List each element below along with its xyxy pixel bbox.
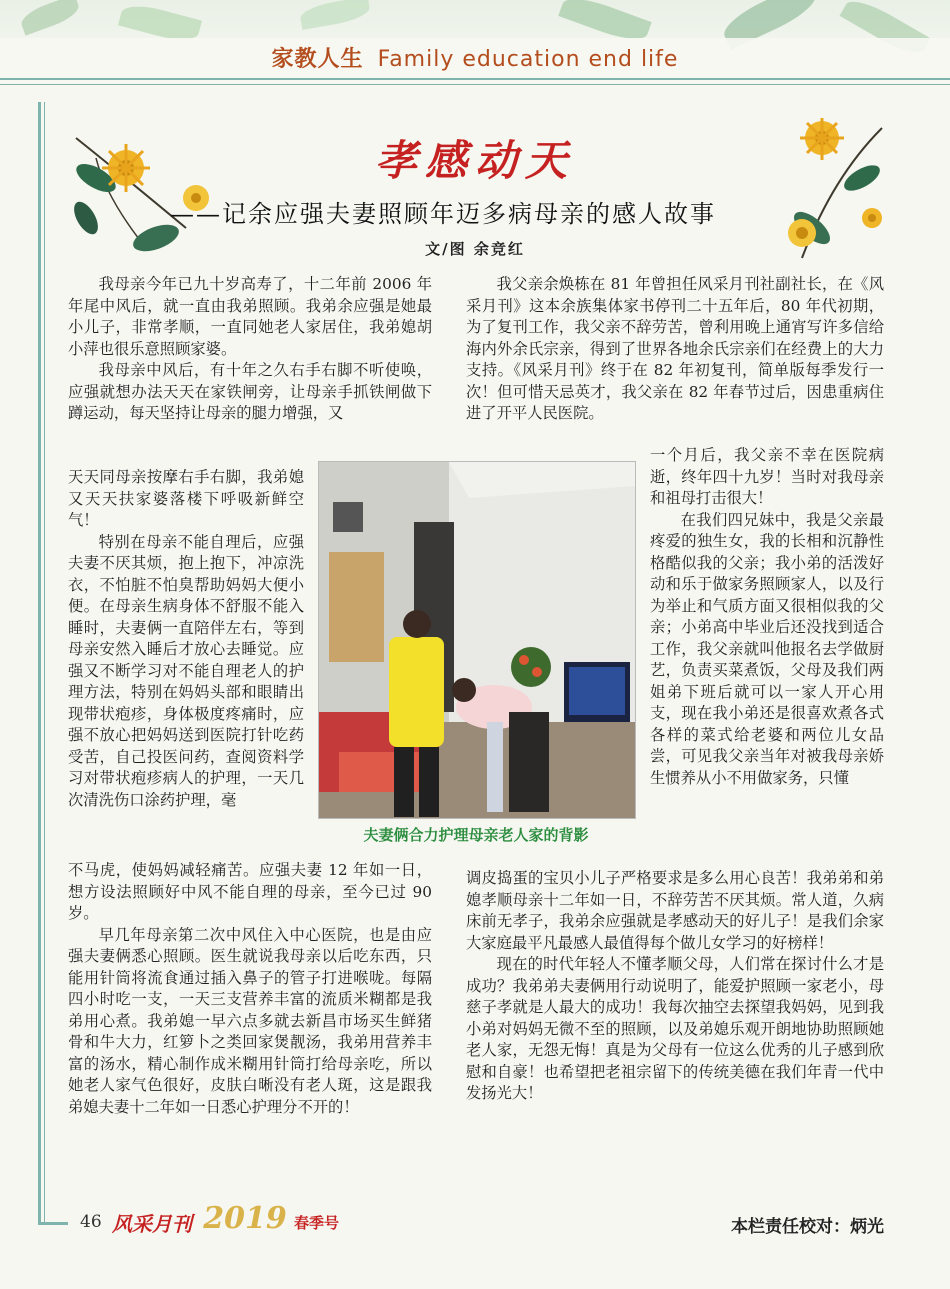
header-rule xyxy=(0,84,950,85)
photo-illustration xyxy=(319,462,635,818)
paragraph: 不马虎，使妈妈减轻痛苦。应强夫妻 12 年如一日，想方设法照顾好中风不能自理的母亲，至今已过 90 岁。 xyxy=(68,861,432,922)
leaf-decoration xyxy=(299,0,372,30)
article-title: 孝感动天 xyxy=(374,136,575,185)
article-subtitle: ——记余应强夫妻照顾年迈多病母亲的感人故事 xyxy=(170,200,716,228)
year-logo-text: 2019 xyxy=(203,1201,287,1236)
right-column-bottom xyxy=(466,868,884,1105)
section-title-en: Family education end life xyxy=(377,47,679,72)
paragraph: 在我们四兄妹中，我是父亲最疼爱的独生女，我的长相和沉静性格酷似我的父亲；我小弟的活泼好动和乐于做家务照顾家人，以及行为举止和气质方面又很相似我的父亲；小弟高中毕业后还没找到适合工作，我父亲就叫他报名去学做厨艺，负责买菜煮饭，父母及我们两姐弟下班后就可以一家人开心用支，现在我小弟还是很喜欢煮各式各样的菜式给老婆和两位儿女品尝，可见我父亲当年对被我母亲娇生惯养从小不用做家务，只懂 xyxy=(650,510,884,787)
frame-line xyxy=(38,1222,68,1225)
paragraph: 现在的时代年轻人不懂孝顺父母，人们常在探讨什么才是成功？我弟弟夫妻俩用行动说明了，能爱护照顾一家老小，母慈子孝就是人最大的成功！我每次抽空去探望我妈妈，见到我小弟对妈妈无微不至的照顾，以及弟媳乐观开朗地协助照顾她老人家，无怨无悔！真是为父母有一位这么优秀的儿子感到欣慰和自豪！也希望把老祖宗留下的传统美德在我们年青一代中发扬光大！ xyxy=(466,955,884,1102)
paragraph: 我父亲余焕栋在 81 年曾担任风采月刊社副社长，在《风采月刊》这本余族集体家书停刊二十五年后，80 年代初期，为了复刊工作，我父亲不辞劳苦，曾利用晚上通宵写许多信给海内外余氏宗亲，得到了世界各地余氏宗亲们在经费上的大力支持。《风采月刊》终于在 82 年初复刊，简单版每季发行一次！但可惜天忌英才，我父亲在 82 年春节过后，因患重病住进了开平人民医院。 xyxy=(466,275,884,422)
paragraph: 一个月后，我父亲不幸在医院病逝，终年四十九岁！当时对我母亲和祖母打击很大！ xyxy=(650,446,884,507)
page-header xyxy=(0,0,950,90)
section-heading xyxy=(0,42,950,73)
right-column-top xyxy=(466,274,884,425)
column-editor: 本栏责任校对：炳光 xyxy=(731,1217,884,1237)
paragraph: 我母亲今年已九十岁高寿了，十二年前 2006 年年尾中风后，就一直由我弟照顾。我弟余应强是她最小儿子，非常孝顺，一直同她老人家居住，我弟媳胡小萍也很乐意照顾家婆。 xyxy=(68,275,432,358)
left-column-bottom xyxy=(68,860,432,1118)
left-column-narrow xyxy=(68,467,304,811)
paragraph: 调皮捣蛋的宝贝小儿子严格要求是多么用心良苦！我弟弟和弟媳孝顺母亲十二年如一日，不辞劳苦不厌其烦。常人道，久病床前无孝子，我弟余应强就是孝感动天的好儿子！是我们余家大家庭最平凡最感人最值得每个做儿女学习的好榜样！ xyxy=(466,869,884,952)
issue-season: 春季号 xyxy=(294,1214,340,1232)
leaf-decoration xyxy=(18,0,82,36)
article-byline: 文/图 余竞红 xyxy=(425,240,525,258)
paragraph: 早几年母亲第二次中风住入中心医院，也是由应强夫妻俩悉心照顾。医生就说我母亲以后吃东西，只能用针筒将流食通过插入鼻子的管子打进喉咙。每隔四小时吃一支，一天三支营养丰富的流质米糊都是我弟用心煮。我弟媳一早六点多就去新昌市场买生鲜猪骨和牛大力，红箩卜之类回家煲靓汤，我弟用营养丰富的汤水，精心制作成米糊用针筒打给母亲吃，所以她老人家气色很好，皮肤白晰没有老人斑，这是跟我弟媳夫妻十二年如一日悉心护理分不开的！ xyxy=(68,925,432,1116)
page-number: 46 xyxy=(80,1212,102,1232)
paragraph: 我母亲中风后，有十年之久右手右脚不听使唤，应强就想办法天天在家铁闸旁，让母亲手抓铁闸做下蹲运动，每天坚持让母亲的腿力增强，又 xyxy=(68,361,432,422)
section-title-zh: 家教人生 xyxy=(271,46,364,72)
year-logo-icon xyxy=(200,1194,290,1238)
paragraph: 天天同母亲按摩右手右脚，我弟媳又天天扶家婆落楼下呼吸新鲜空气！ xyxy=(68,468,304,529)
header-rule xyxy=(0,78,950,80)
photo-caption: 夫妻俩合力护理母亲老人家的背影 xyxy=(363,826,589,844)
frame-line xyxy=(44,102,45,1222)
right-column-narrow xyxy=(650,445,884,789)
paragraph: 特别在母亲不能自理后，应强夫妻不厌其烦，抱上抱下，冲凉洗衣，不怕脏不怕臭帮助妈妈大便小便。在母亲生病身体不舒服不能入睡时，夫妻俩一直陪伴左右，等到母亲安然入睡后才放心去睡觉。应强又不断学习对不能自理老人的护理方法，特别在妈妈头部和眼睛出现带状疱疹，身体极度疼痛时，应强不放心把妈妈送到医院打针吃药受苦，自己投医问药，查阅资料学习对带状疱疹病人的护理，一天几次清洗伤口涂药护理，毫 xyxy=(68,532,304,809)
frame-line xyxy=(38,102,41,1222)
magazine-name: 风采月刊 xyxy=(112,1212,192,1236)
left-column-top xyxy=(68,274,432,425)
article-photo xyxy=(318,461,636,819)
